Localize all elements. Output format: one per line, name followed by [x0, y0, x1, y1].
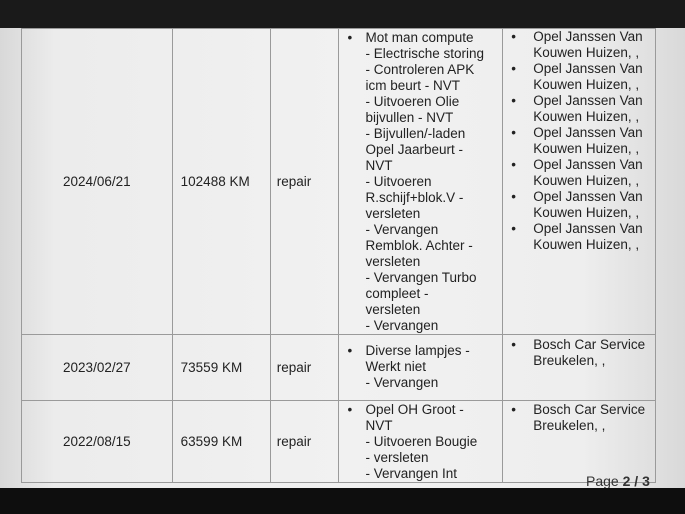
description-list: [343, 343, 498, 391]
description-line: versleten: [365, 302, 421, 317]
document-page: [0, 28, 685, 488]
description-line: • Diverse lampjes -: [343, 343, 498, 359]
type-cell: repair: [270, 29, 339, 335]
dealer-item: • Opel Janssen Van Kouwen Huizen, ,: [507, 189, 651, 221]
description-line: - Uitvoeren Bougie: [365, 434, 478, 449]
page-label: Page: [586, 473, 623, 488]
description-line: NVT: [365, 158, 393, 173]
mileage-cell: 73559 KM: [172, 335, 270, 401]
dealer-item: • Opel Janssen Van Kouwen Huizen, ,: [507, 221, 651, 253]
page-number: [586, 473, 650, 488]
photo-background: [0, 488, 685, 514]
description-line: NVT: [365, 418, 393, 433]
description-line: bijvullen - NVT: [365, 110, 454, 125]
dealer-item: • Opel Janssen Van Kouwen Huizen, ,: [507, 61, 651, 93]
description-line: - Vervangen: [365, 222, 439, 237]
description-list: [343, 30, 498, 334]
description-line: • Opel OH Groot -: [343, 402, 498, 418]
dealer-item: • Opel Janssen Van Kouwen Huizen, ,: [507, 157, 651, 189]
dealer-item: • Opel Janssen Van Kouwen Huizen, ,: [507, 93, 651, 125]
description-cell: [339, 29, 503, 335]
date-cell: 2024/06/21: [22, 29, 173, 335]
description-line: icm beurt - NVT: [365, 78, 460, 93]
dealer-list: [507, 29, 651, 253]
dealer-item: • Bosch Car Service Breukelen, ,: [507, 402, 651, 434]
description-line: - versleten: [365, 450, 429, 465]
date-cell: 2023/02/27: [22, 335, 173, 401]
table-row: [22, 29, 656, 335]
table-row: [22, 335, 656, 401]
table-row: [22, 401, 656, 483]
description-line: - Uitvoeren Olie: [365, 94, 460, 109]
description-line: compleet -: [365, 286, 429, 301]
description-line: Remblok. Achter -: [365, 238, 473, 253]
dealer-item: • Bosch Car Service Breukelen, ,: [507, 337, 651, 369]
dealer-list: [507, 337, 651, 369]
mileage-cell: 102488 KM: [172, 29, 270, 335]
description-line: • Mot man compute: [343, 30, 498, 46]
dealer-item: • Opel Janssen Van Kouwen Huizen, ,: [507, 125, 651, 157]
description-line: - Vervangen: [365, 375, 439, 390]
description-line: Opel Jaarbeurt -: [365, 142, 464, 157]
dealer-item: • Opel Janssen Van Kouwen Huizen, ,: [507, 29, 651, 61]
description-line: - Vervangen: [365, 318, 439, 333]
description-line: - Vervangen Int: [365, 466, 458, 481]
description-line: Werkt niet: [365, 359, 427, 374]
dealer-cell: [503, 335, 656, 401]
description-line: - Uitvoeren: [365, 174, 432, 189]
description-line: - Electrische storing: [365, 46, 485, 61]
description-line: - Controleren APK: [365, 62, 475, 77]
current-page: 2: [622, 473, 631, 488]
type-cell: repair: [270, 335, 339, 401]
description-line: - Bijvullen/-laden: [365, 126, 466, 141]
dealer-list: [507, 402, 651, 434]
type-cell: repair: [270, 401, 339, 483]
page-separator: /: [630, 473, 643, 488]
service-history-table: [21, 28, 656, 483]
mileage-cell: 63599 KM: [172, 401, 270, 483]
description-line: R.schijf+blok.V -: [365, 190, 464, 205]
description-line: - Vervangen Turbo: [365, 270, 477, 285]
description-cell: [339, 401, 503, 483]
description-cell: [339, 335, 503, 401]
total-pages: 3: [642, 473, 650, 488]
date-cell: 2022/08/15: [22, 401, 173, 483]
description-line: versleten: [365, 254, 421, 269]
description-list: [343, 402, 498, 482]
dealer-cell: [503, 29, 656, 335]
dealer-cell: [503, 401, 656, 483]
description-line: versleten: [365, 206, 421, 221]
